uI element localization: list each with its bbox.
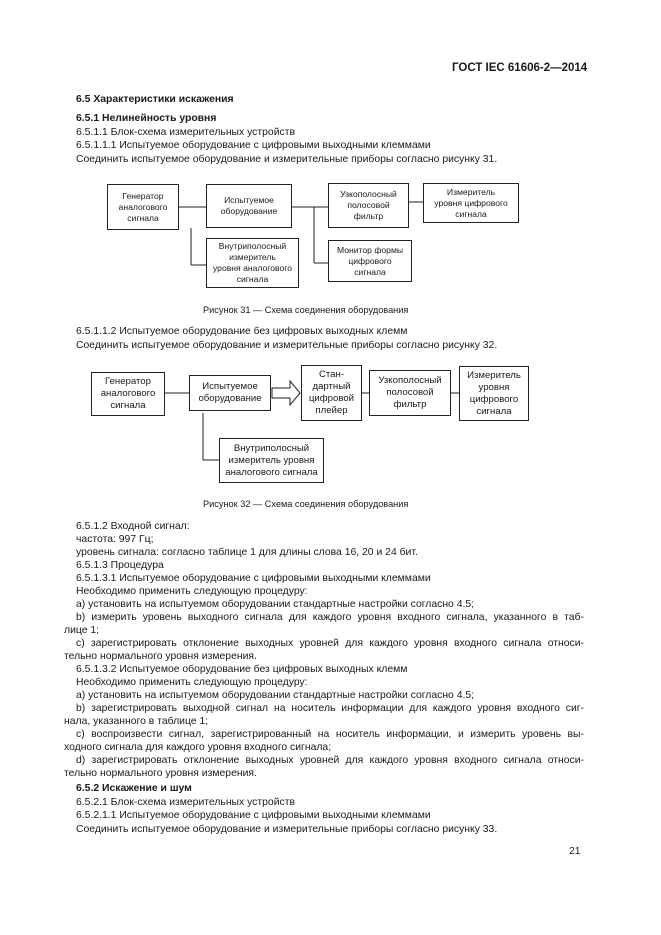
list-item-b2-line1: b) зарегистрировать выходной сигнал на носитель информации для каждого уровня входного сиг- [76, 703, 584, 714]
list-item-c1-line2: тельно нормального уровня измерения. [64, 651, 257, 662]
paragraph-6-5-2-1-1: 6.5.2.1.1 Испытуемое оборудование с цифровыми выходными клеммами [76, 810, 431, 821]
paragraph-signal-level: уровень сигнала: согласно таблице 1 для длины слова 16, 20 и 24 бит. [76, 547, 418, 558]
fig32-dut-box: Испытуемое оборудование [189, 375, 271, 411]
figure-31-caption: Рисунок 31 — Схема соединения оборудования [203, 305, 409, 315]
list-item-d2-line1: d) зарегистрировать отклонение выходных уровней для каждого уровня входного сигнала относи- [76, 755, 584, 766]
fig31-bandpass-filter-box: Узкополосный полосовой фильтр [328, 183, 409, 228]
fig31-generator-box: Генератор аналогового сигнала [107, 184, 179, 230]
paragraph-procedure-intro-1: Необходимо применить следующую процедуру: [76, 586, 308, 597]
section-heading-6-5-1: 6.5.1 Нелинейность уровня [76, 113, 217, 124]
figure-32-caption: Рисунок 32 — Схема соединения оборудования [203, 499, 409, 509]
paragraph-6-5-1-3: 6.5.1.3 Процедура [76, 560, 164, 571]
fig31-waveform-monitor-box: Монитор формы цифрового сигнала [328, 240, 412, 282]
section-heading-6-5-2: 6.5.2 Искажение и шум [76, 783, 192, 794]
list-item-c2-line1: c) воспроизвести сигнал, зарегистрированный на носитель информации, и измерить уровень вы- [76, 729, 584, 740]
paragraph-connect-33: Соединить испытуемое оборудование и измерительные приборы согласно рисунку 33. [76, 824, 498, 835]
fig32-generator-box: Генератор аналогового сигнала [91, 372, 165, 416]
fig31-digital-meter-box: Измеритель уровня цифрового сигнала [423, 183, 519, 223]
list-item-c2-line2: ходного сигнала для каждого уровня входного сигнала; [64, 742, 332, 753]
list-item-a2: a) установить на испытуемом оборудовании стандартные настройки согласно 4.5; [76, 690, 475, 701]
paragraph-6-5-1-3-2: 6.5.1.3.2 Испытуемое оборудование без цифровых выходных клемм [76, 664, 408, 675]
paragraph-6-5-1-1: 6.5.1.1 Блок-схема измерительных устройств [76, 127, 295, 138]
fig31-dut-box: Испытуемое оборудование [206, 184, 292, 228]
list-item-c1-line1: c) зарегистрировать отклонение выходных уровней для каждого уровня входного сигнала относи- [76, 638, 584, 649]
paragraph-connect-32: Соединить испытуемое оборудование и измерительные приборы согласно рисунку 32. [76, 340, 498, 351]
paragraph-procedure-intro-2: Необходимо применить следующую процедуру: [76, 677, 308, 688]
list-item-d2-line2: тельно нормального уровня измерения. [64, 768, 257, 779]
paragraph-6-5-1-2: 6.5.1.2 Входной сигнал: [76, 521, 190, 532]
fig32-analog-meter-box: Внутриполосный измеритель уровня аналогового сигнала [219, 438, 324, 483]
paragraph-6-5-1-1-2: 6.5.1.1.2 Испытуемое оборудование без цифровых выходных клемм [76, 326, 408, 337]
page-number: 21 [569, 846, 581, 857]
fig31-analog-meter-box: Внутриполосный измеритель уровня аналогового сигнала [206, 238, 299, 288]
paragraph-6-5-2-1: 6.5.2.1 Блок-схема измерительных устройств [76, 797, 295, 808]
paragraph-connect-31: Соединить испытуемое оборудование и измерительные приборы согласно рисунку 31. [76, 154, 498, 165]
list-item-b1-line2: лице 1; [64, 625, 100, 636]
list-item-b2-line2: нала, указанного в таблице 1; [64, 716, 209, 727]
paragraph-6-5-1-1-1: 6.5.1.1.1 Испытуемое оборудование с цифровыми выходными клеммами [76, 140, 431, 151]
fig32-bandpass-filter-box: Узкополосный полосовой фильтр [369, 370, 451, 416]
fig32-digital-player-box: Стан- дартный цифровой плейер [301, 365, 362, 421]
paragraph-6-5-1-3-1: 6.5.1.3.1 Испытуемое оборудование с цифровыми выходными клеммами [76, 573, 431, 584]
fig32-digital-meter-box: Измеритель уровня цифрового сигнала [459, 366, 529, 421]
list-item-a1: a) установить на испытуемом оборудовании стандартные настройки согласно 4.5; [76, 599, 475, 610]
paragraph-frequency: частота: 997 Гц; [76, 534, 154, 545]
document-header: ГОСТ IEC 61606-2—2014 [452, 62, 588, 74]
list-item-b1-line1: b) измерить уровень выходного сигнала для каждого уровня входного сигнала, указанного в таб- [76, 612, 584, 623]
section-heading-6-5: 6.5 Характеристики искажения [76, 94, 234, 105]
